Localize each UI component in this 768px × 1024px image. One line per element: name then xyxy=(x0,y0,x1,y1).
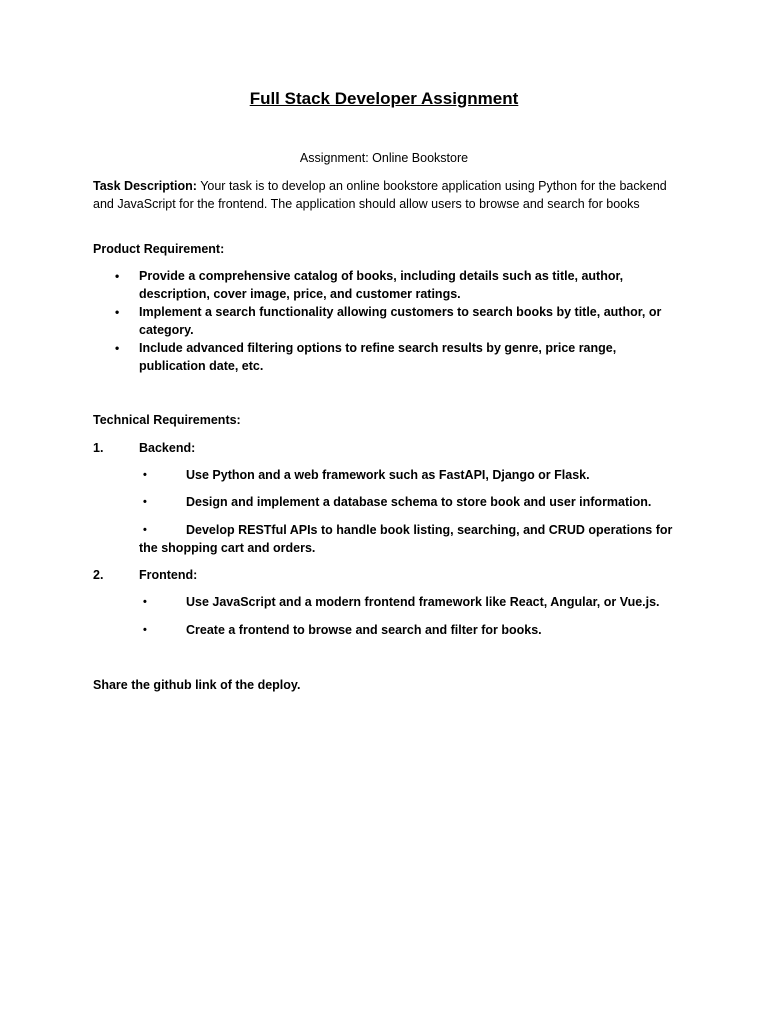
document-subtitle: Assignment: Online Bookstore xyxy=(299,151,469,165)
task-description-label: Task Description: xyxy=(93,179,197,193)
bullet-icon: • xyxy=(115,269,120,283)
list-item xyxy=(93,267,683,303)
list-item xyxy=(139,493,684,511)
bullet-icon: • xyxy=(143,496,147,508)
list-item xyxy=(93,303,683,339)
list-item-text: Use JavaScript and a modern frontend framework like React, Angular, or Vue.js. xyxy=(186,595,660,609)
list-item xyxy=(139,466,684,484)
task-description xyxy=(93,177,683,213)
share-instruction: Share the github link of the deploy. xyxy=(93,678,301,692)
bullet-icon: • xyxy=(115,341,120,355)
document-title: Full Stack Developer Assignment xyxy=(249,89,519,108)
section-number: 1. xyxy=(93,441,104,455)
bullet-icon: • xyxy=(143,596,147,608)
technical-requirements-heading: Technical Requirements: xyxy=(93,413,241,427)
product-requirement-list xyxy=(93,267,683,375)
list-item xyxy=(139,621,684,639)
list-item-text: Design and implement a database schema to store book and user information. xyxy=(186,495,652,509)
list-item-text: Use Python and a web framework such as FastAPI, Django or Flask. xyxy=(186,468,590,482)
task-description-text: Your task is to develop an online bookstore application using Python for the backend and JavaScript for the frontend. The application should allow users to browse and search for books xyxy=(93,179,667,211)
bullet-icon: • xyxy=(143,624,147,636)
list-item xyxy=(93,339,683,375)
section-label: Backend: xyxy=(139,441,196,455)
product-requirement-heading: Product Requirement: xyxy=(93,242,225,256)
list-item xyxy=(139,593,684,611)
list-item xyxy=(139,521,684,557)
bullet-icon: • xyxy=(143,469,147,481)
section-label: Frontend: xyxy=(139,568,198,582)
bullet-icon: • xyxy=(115,305,120,319)
list-item-text: Develop RESTful APIs to handle book listing, searching, and CRUD operations for the shopping cart and orders. xyxy=(139,523,673,555)
list-item-text: Create a frontend to browse and search and filter for books. xyxy=(186,623,542,637)
bullet-icon: • xyxy=(143,524,147,536)
list-item-text: Implement a search functionality allowing customers to search books by title, author, or category. xyxy=(139,305,662,337)
section-number: 2. xyxy=(93,568,104,582)
list-item-text: Include advanced filtering options to refine search results by genre, price range, publication date, etc. xyxy=(139,341,617,373)
list-item-text: Provide a comprehensive catalog of books, including details such as title, author, description, cover image, price, and customer ratings. xyxy=(139,269,624,301)
